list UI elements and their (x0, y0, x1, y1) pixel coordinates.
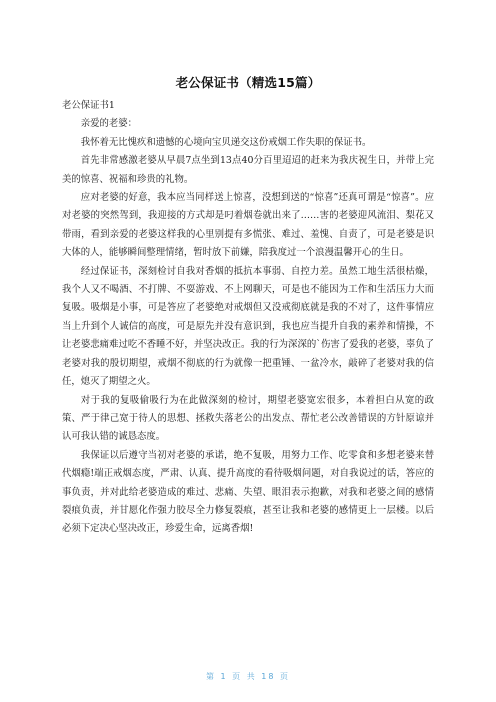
body-paragraph: 对于我的复吸偷吸行为在此做深刻的检讨，期望老婆宽宏很多，本着担白从宽的政策、严于律己宽于待人的思想、拯救失落老公的出发点、帮忙老公改善错误的方针原谅并认可我认错的诚恳态度。 (62, 394, 434, 443)
section-heading: 老公保证书1 (62, 100, 115, 111)
body-paragraph: 应对老婆的好意，我本应当同样送上惊喜，没想到送的“惊喜”还真可谓是“惊喜”。应对老婆的突然驾到，我迎接的方式却是叼着烟卷就出来了……害的老婆迎风流泪、梨花又带雨，看到亲爱的老婆这样我的心里别提有多慌张、难过、羞愧、自责了，可是老婆是识大体的人，能够瞬间整理情绪，暂时放下前嫌，陪我度过一个浪漫温馨开心的生日。 (62, 192, 434, 259)
salutation-paragraph: 亲爱的老婆： (80, 118, 138, 130)
document-body (62, 97, 434, 539)
document-title: 老公保证书（精选15篇） (175, 75, 321, 90)
body-paragraph: 经过保证书，深刻检讨自我对香烟的抵抗本事弱、自控力差。虽然工地生活很枯燥，我个人又不喝酒、不打牌、不耍游戏、不上网聊天，可是也不能因为工作和生活压力大而复吸。吸烟是小事，可是答应了老婆绝对戒烟但又没戒彻底就是我的不对了，这件事情应当上升到个人诚信的高度，可是原先并没有意识到，我也应当提升自我的素养和情操，不让老婆悲痛难过吃不香睡不好，并坚决改正。我的行为深深的`伤害了爱我的老婆，辜负了老婆对我的殷切期望，戒烟不彻底的行为就像一把重锤、一盆冷水，敲碎了老婆对我的信任，熄灭了期望之火。 (62, 265, 434, 388)
page-number-footer: 第 1 页 共 18 页 (206, 672, 290, 681)
body-paragraph: 我怀着无比愧疚和遗憾的心境向宝贝递交这份戒烟工作失职的保证书。 (80, 136, 372, 148)
body-paragraph: 首先非常感激老婆从早晨7点坐到13点40分百里迢迢的赶来为我庆祝生日，并带上完美的惊喜、祝福和珍贵的礼物。 (62, 155, 434, 185)
body-paragraph: 我保证以后遵守当初对老婆的承诺，绝不复吸，用努力工作、吃零食和多想老婆来替代烟瘾!端正戒烟态度，严肃、认真、提升高度的看待吸烟问题，对自我说过的话，答应的事负责，并对此给老婆造成的难过、悲痛、失望、眼泪表示抱歉，对我和老婆之间的感情裂痕负责，并甘愿化作强力胶尽全力修复裂痕，甚至让我和老婆的感情更上一层楼。以后必须下定决心坚决改正，珍爱生命，远离香烟! (62, 449, 434, 535)
